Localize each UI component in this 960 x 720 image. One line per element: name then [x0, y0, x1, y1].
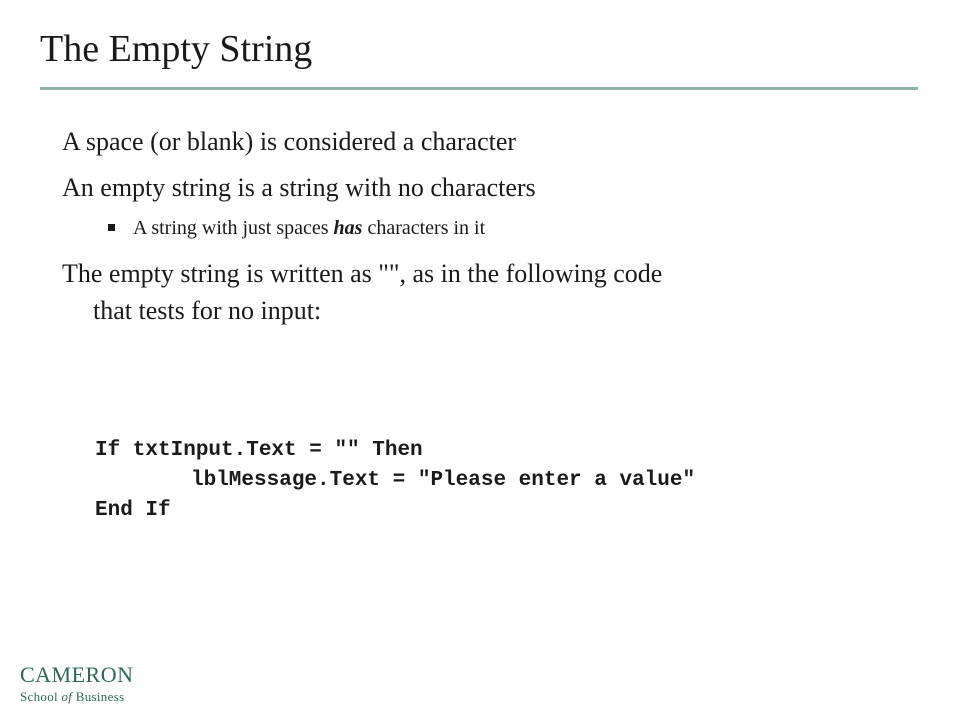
bullet-space-character: A space (or blank) is considered a character — [62, 127, 517, 156]
sub-bullet-spaces — [108, 214, 485, 242]
slide-title: The Empty String — [40, 28, 313, 70]
code-block — [95, 436, 695, 526]
bullet-empty-string-syntax: The empty string is written as "", as in the following code — [62, 259, 663, 288]
sub-bullet-emphasis: has — [333, 217, 363, 239]
code-line-end-if: End If — [95, 499, 171, 522]
sub-bullet-text-before: A string with just spaces — [133, 217, 334, 239]
title-divider — [40, 87, 918, 90]
sub-bullet-text-after: characters in it — [362, 217, 486, 239]
logo-of-word: of — [61, 689, 73, 704]
logo-business-word: Business — [72, 689, 125, 704]
code-line-if: If txtInput.Text = "" Then — [95, 439, 423, 462]
logo-cameron-text: CAMERON — [20, 662, 134, 687]
code-line-assign: lblMessage.Text = "Please enter a value" — [191, 469, 696, 492]
logo-school-word: School — [20, 689, 62, 704]
logo-school-of-business-text — [20, 688, 134, 706]
square-bullet-icon — [108, 224, 115, 231]
cameron-school-logo — [20, 664, 134, 706]
bullet-empty-string-definition: An empty string is a string with no characters — [62, 173, 536, 202]
bullet-empty-string-syntax-continued: that tests for no input: — [93, 296, 322, 325]
